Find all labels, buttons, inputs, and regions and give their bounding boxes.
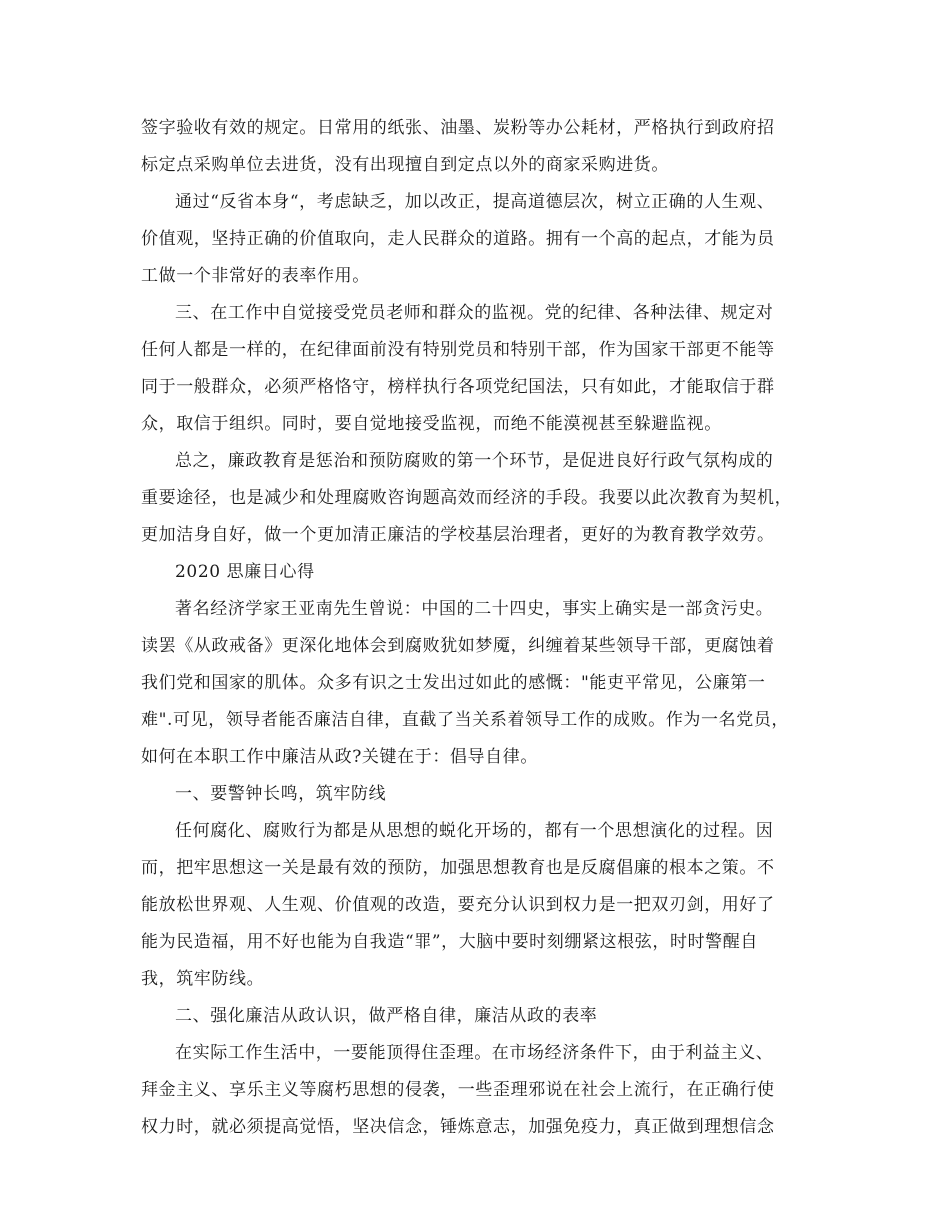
text-line: 我们党和国家的肌体。众多有识之士发出过如此的感慨："能吏平常见，公廉第一: [141, 673, 766, 693]
text-line: 更加洁身自好，做一个更加清正廉洁的学校基层治理者，更好的为教育教学效劳。: [141, 525, 775, 545]
text-line: 难".可见，领导者能否廉洁自律，直截了当关系着领导工作的成败。作为一名党员，: [141, 710, 790, 730]
text-line: 拜金主义、享乐主义等腐朽思想的侵袭，一些歪理邪说在社会上流行，在正确行使: [141, 1080, 775, 1100]
text-line: 在实际工作生活中，一要能顶得住歪理。在市场经济条件下，由于利益主义、: [175, 1043, 774, 1063]
text-line: 而，把牢思想这一关是最有效的预防，加强思想教育也是反腐倡廉的根本之策。不: [141, 858, 775, 878]
text-line: 如何在本职工作中廉洁从政?关键在于：倡导自律。: [141, 747, 538, 767]
document-body: [141, 110, 831, 1146]
text-line: 价值观，坚持正确的价值取向，走人民群众的道路。拥有一个高的起点，才能为员: [141, 229, 775, 249]
text-line: 二、强化廉洁从政认识，做严格自律，廉洁从政的表率: [175, 1006, 598, 1026]
text-line: 任何人都是一样的，在纪律面前没有特别党员和特别干部，作为国家干部更不能等: [141, 340, 775, 360]
text-line: 权力时，就必须提高觉悟，坚决信念，锤炼意志，加强免疫力，真正做到理想信念: [141, 1117, 775, 1137]
text-line: 能放松世界观、人生观、价值观的改造，要充分认识到权力是一把双刃剑，用好了: [141, 895, 775, 915]
text-line: 同于一般群众，必须严格恪守，榜样执行各项党纪国法，只有如此，才能取信于群: [141, 377, 775, 397]
text-line: 著名经济学家王亚南先生曾说：中国的二十四史，事实上确实是一部贪污史。: [175, 599, 774, 619]
text-line: 一、要警钟长鸣，筑牢防线: [175, 784, 387, 804]
text-line: 我，筑牢防线。: [141, 969, 265, 989]
text-line: 工做一个非常好的表率作用。: [141, 266, 370, 286]
text-line: 三、在工作中自觉接受党员老师和群众的监视。党的纪律、各种法律、规定对: [175, 303, 774, 323]
text-line: 能为民造福，用不好也能为自我造“罪”，大脑中要时刻绷紧这根弦，时时警醒自: [141, 932, 758, 952]
text-line: 通过“反省本身“，考虑缺乏，加以改正，提高道德层次，树立正确的人生观、: [175, 192, 775, 212]
text-line: 标定点采购单位去进货，没有出现擅自到定点以外的商家采购进货。: [141, 155, 669, 175]
text-line: 总之，廉政教育是惩治和预防腐败的第一个环节，是促进良好行政气氛构成的: [175, 451, 774, 471]
text-line: 众，取信于组织。同时，要自觉地接受监视，而绝不能漠视甚至躲避监视。: [141, 414, 722, 434]
text-line: 任何腐化、腐败行为都是从思想的蜕化开场的，都有一个思想演化的过程。因: [175, 821, 774, 841]
text-line: 签字验收有效的规定。日常用的纸张、油墨、炭粉等办公耗材，严格执行到政府招: [141, 118, 775, 138]
text-line: 2020 思廉日心得: [175, 562, 315, 582]
text-line: 重要途径，也是减少和处理腐败咨询题高效而经济的手段。我要以此次教育为契机，: [141, 488, 793, 508]
text-line: 读罢《从政戒备》更深化地体会到腐败犹如梦魇，纠缠着某些领导干部，更腐蚀着: [141, 636, 775, 656]
